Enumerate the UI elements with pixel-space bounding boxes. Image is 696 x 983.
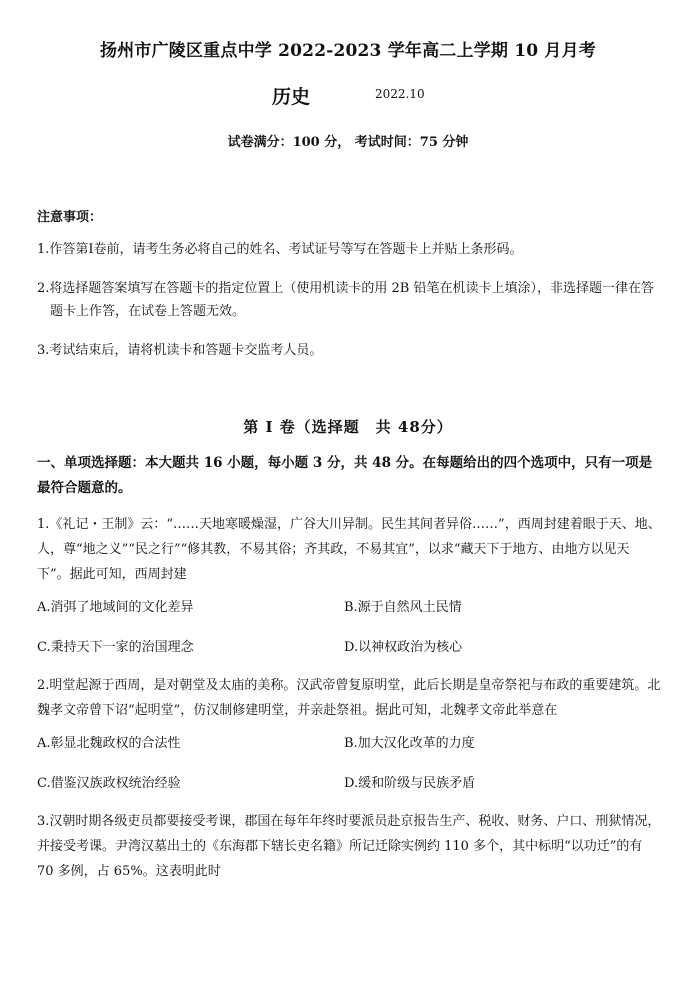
option-c[interactable]: C.借鉴汉族政权统治经验: [37, 776, 181, 791]
option-row: [37, 763, 662, 803]
section-title: 第 Ⅰ 卷（选择题 共 48分）: [243, 418, 453, 436]
notes-heading: 注意事项：: [37, 210, 103, 225]
option-b[interactable]: B.加大汉化改革的力度: [344, 736, 475, 751]
exam-date: 2022.10: [375, 87, 425, 101]
subject-name: 历史: [272, 86, 311, 108]
section-instruction: 一、单项选择题：本大题共 16 小题，每小题 3 分，共 48 分。在每题给出的四个选项中，只有一项是最符合题意的。: [37, 455, 653, 496]
option-a[interactable]: A.彰显北魏政权的合法性: [37, 736, 181, 751]
question-stem: 1.《礼记・王制》云：“……天地寒暖燥湿，广谷大川异制。民生其间者异俗……”，西周封建着眼于天、地、人，尊“地之义”“民之行”“修其教，不易其俗；齐其政，不易其宜”，以求“藏天下于地方、由地方以见天下”。据此可知，西周封建: [37, 517, 661, 582]
option-row: [37, 627, 662, 667]
question-2: [37, 673, 662, 803]
note-item: 1.作答第Ⅰ卷前，请考生务必将自己的姓名、考试证号等写在答题卡上并贴上条形码。: [37, 242, 523, 257]
exam-title: 扬州市广陵区重点中学 2022-2023 学年高二上学期 10 月月考: [99, 41, 596, 61]
question-list: [37, 512, 662, 884]
option-row: [37, 723, 662, 763]
question-1: [37, 512, 662, 667]
option-b[interactable]: B.源于自然风土民情: [344, 600, 462, 615]
question-3: [37, 809, 662, 884]
option-c[interactable]: C.秉持天下一家的治国理念: [37, 640, 194, 655]
notes-list: [37, 238, 662, 378]
option-d[interactable]: D.缓和阶级与民族矛盾: [344, 776, 476, 791]
subject-line: [0, 82, 696, 108]
option-row: [37, 587, 662, 627]
option-a[interactable]: A.消弭了地域间的文化差异: [37, 600, 194, 615]
option-d[interactable]: D.以神权政治为核心: [344, 640, 463, 655]
note-item: 3.考试结束后，请将机读卡和答题卡交监考人员。: [37, 343, 323, 358]
score-time-line: 试卷满分：100 分， 考试时间：75 分钟: [227, 135, 469, 150]
note-item: 2.将选择题答案填写在答题卡的指定位置上（使用机读卡的用 2B 铅笔在机读卡上填涂），非选择题一律在答题卡上作答，在试卷上答题无效。: [37, 281, 654, 319]
question-stem: 3.汉朝时期各级吏员都要接受考课，郡国在每年年终时要派员赴京报告生产、税收、财务、户口、刑狱情况，并接受考课。尹湾汉墓出土的《东海郡下辖长吏名籍》所记迁除实例约 110 多个，其中标明“以功迁”的有 70 多例，占 65%。这表明此时: [37, 814, 661, 879]
question-stem: 2.明堂起源于西周，是对朝堂及太庙的美称。汉武帝曾复原明堂，此后长期是皇帝祭祀与布政的重要建筑。北魏孝文帝曾下诏“起明堂”，仿汉制修建明堂，并亲赴祭祖。据此可知，北魏孝文帝此举意在: [37, 678, 661, 718]
